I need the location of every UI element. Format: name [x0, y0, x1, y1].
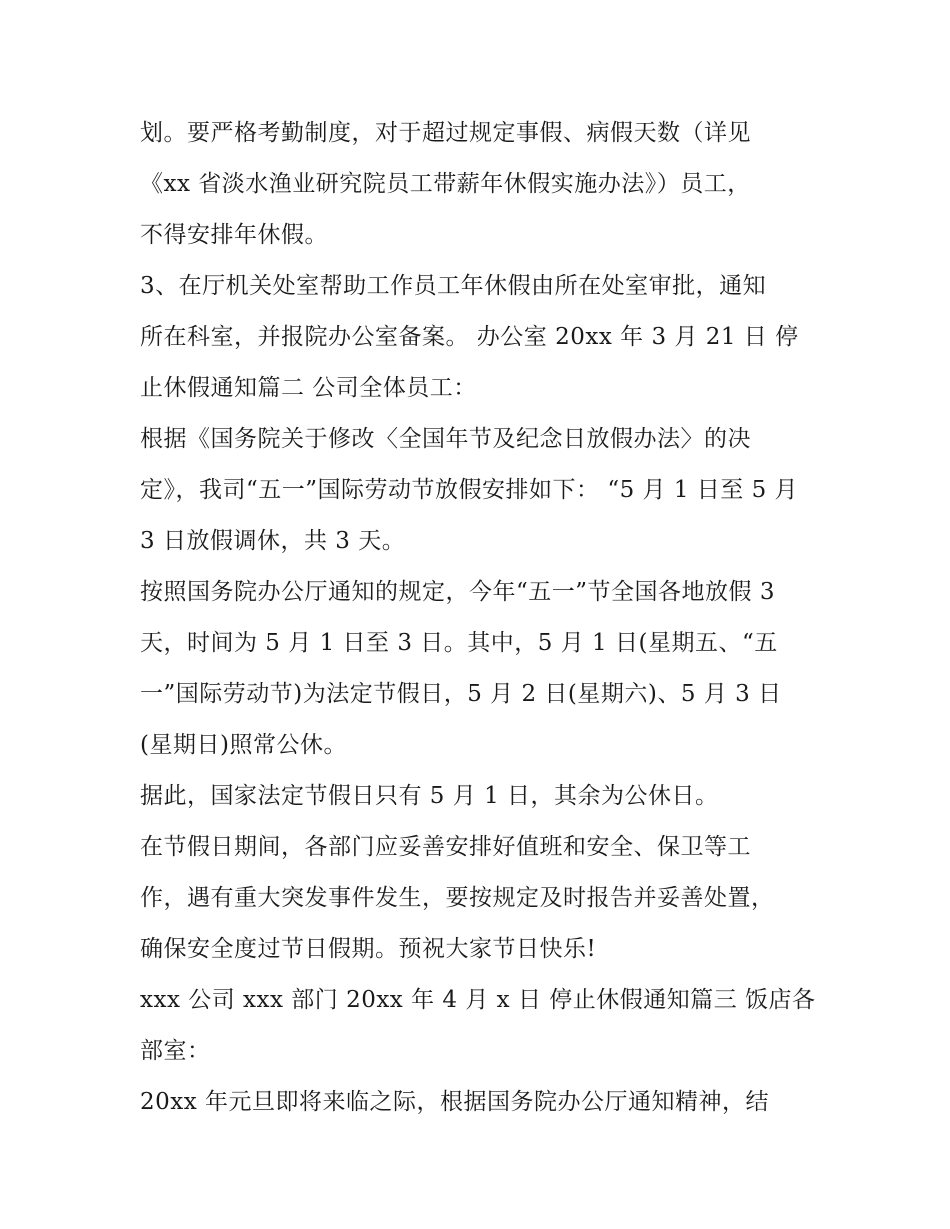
text-line: 3 日放假调休，共 3 天。 — [140, 528, 406, 554]
text-line: 天，时间为 5 月 1 日至 3 日。其中，5 月 1 日(星期五、“五 — [140, 630, 778, 656]
text-line: 部室： — [140, 1038, 211, 1064]
text-line: 确保安全度过节日假期。预祝大家节日快乐! — [140, 936, 597, 962]
text-line: 不得安排年休假。 — [140, 222, 328, 248]
text-line: 定》，我司“五一”国际劳动节放假安排如下： “5 月 1 日至 5 月 — [140, 477, 799, 503]
text-line: (星期日)照常公休。 — [140, 732, 347, 758]
text-line: 根据《国务院关于修改〈全国年节及纪念日放假办法〉的决 — [140, 426, 751, 452]
text-line: xxx 公司 xxx 部门 20xx 年 4 月 x 日 停止休假通知篇三 饭店各 — [140, 987, 816, 1013]
text-line: 按照国务院办公厅通知的规定，今年“五一”节全国各地放假 3 — [140, 579, 775, 605]
text-line: 据此，国家法定节假日只有 5 月 1 日，其余为公休日。 — [140, 783, 719, 809]
text-line: 所在科室，并报院办公室备案。 办公室 20xx 年 3 月 21 日 停 — [140, 324, 799, 350]
text-line: 作，遇有重大突发事件发生，要按规定及时报告并妥善处置， — [140, 885, 775, 911]
text-line: 在节假日期间，各部门应妥善安排好值班和安全、保卫等工 — [140, 834, 751, 860]
text-line: 划。要严格考勤制度，对于超过规定事假、病假天数（详见 — [140, 120, 751, 146]
text-line: 3、在厅机关处室帮助工作员工年休假由所在处室审批，通知 — [140, 273, 767, 299]
text-line: 止休假通知篇二 公司全体员工： — [140, 375, 477, 401]
document-body — [140, 108, 820, 1128]
text-line: 《xx 省淡水渔业研究院员工带薪年休假实施办法》）员工， — [140, 171, 751, 197]
text-line: 20xx 年元旦即将来临之际，根据国务院办公厅通知精神，结 — [140, 1089, 770, 1115]
text-line: 一”国际劳动节)为法定节假日，5 月 2 日(星期六)、5 月 3 日 — [140, 681, 782, 707]
